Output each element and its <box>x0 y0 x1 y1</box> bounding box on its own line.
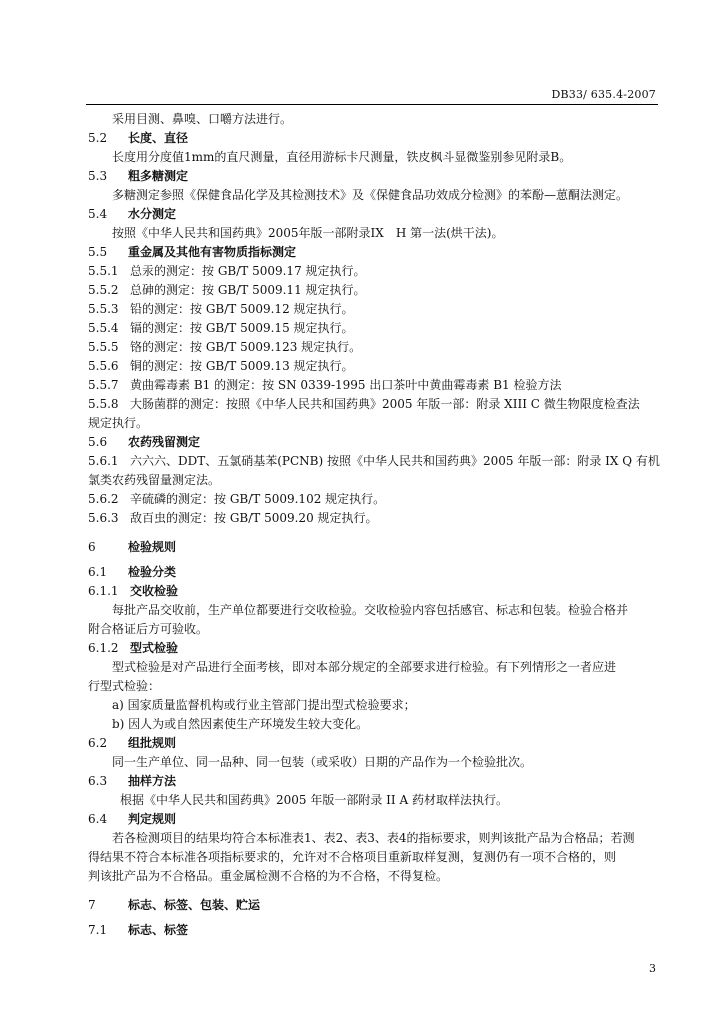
section-title: 组批规则 <box>128 736 177 750</box>
chapter-number: 7 <box>88 898 96 912</box>
document-code: DB33/ 635.4-2007 <box>551 88 656 101</box>
section-number: 6.2 <box>88 736 108 750</box>
section-title: 标志、标签 <box>128 923 189 937</box>
paragraph: 同一生产单位、同一品种、同一包装（或采收）日期的产品作为一个检验批次。 <box>112 755 533 769</box>
section-heading-6-1 <box>88 563 660 582</box>
section-number: 6.4 <box>88 812 108 826</box>
section-heading-6-2 <box>88 734 660 753</box>
clause-text: 大肠菌群的测定：按照《中华人民共和国药典》2005 年版一部：附录 XIII C 微生物限度检查法 <box>130 397 640 411</box>
section-title: 农药残留测定 <box>128 435 201 449</box>
page-number: 3 <box>649 962 656 975</box>
paragraph: 根据《中华人民共和国药典》2005 年版一部附录 II A 药材取样法执行。 <box>120 793 508 807</box>
clause-text: 黄曲霉毒素 B1 的测定：按 SN 0339-1995 出口茶叶中黄曲霉毒素 B1 检验方法 <box>130 378 562 392</box>
section-heading-5-6 <box>88 433 660 452</box>
paragraph: 采用目测、鼻嗅、口嚼方法进行。 <box>112 112 293 126</box>
clause-number: 5.6.1 <box>88 454 119 468</box>
clause-number: 5.5.1 <box>88 264 119 278</box>
clause-heading-6-1-1 <box>88 582 660 601</box>
clause-text: 六六六、DDT、五氯硝基苯(PCNB) 按照《中华人民共和国药典》2005 年版一部：附录 IX Q 有机 <box>130 454 660 468</box>
clause-number: 5.5.2 <box>88 283 119 297</box>
clause-continuation: 规定执行。 <box>88 416 149 430</box>
section-number: 7.1 <box>88 923 108 937</box>
section-number: 5.3 <box>88 169 108 183</box>
clause-5-5-2 <box>88 281 660 300</box>
paragraph: 长度用分度值1mm的直尺测量，直径用游标卡尺测量，铁皮枫斗显微鉴别参见附录B。 <box>112 150 572 164</box>
paragraph: 多糖测定参照《保健食品化学及其检测技术》及《保健食品功效成分检测》的苯酚—葸酮法测定。 <box>112 188 629 202</box>
section-heading-5-3 <box>88 167 660 186</box>
section-number: 5.6 <box>88 435 108 449</box>
clause-number: 5.5.6 <box>88 359 119 373</box>
paragraph: 若各检测项目的结果均符合本标准表1、表2、表3、表4的指标要求，则判该批产品为合格品；若测 <box>112 831 635 845</box>
clause-text: 总砷的测定：按 GB/T 5009.11 规定执行。 <box>130 283 366 297</box>
clause-5-6-2 <box>88 490 660 509</box>
clause-number: 5.5.7 <box>88 378 119 392</box>
clause-continuation: 氯类农药残留量测定法。 <box>88 473 221 487</box>
clause-title: 型式检验 <box>130 641 179 655</box>
section-title: 判定规则 <box>128 812 177 826</box>
list-item-a: a) 国家质量监督机构或行业主管部门提出型式检验要求； <box>112 698 416 712</box>
list-item-b: b) 因人为或自然因素使生产环境发生较大变化。 <box>112 717 369 731</box>
paragraph: 按照《中华人民共和国药典》2005年版一部附录IX H 第一法(烘干法)。 <box>112 226 504 240</box>
section-number: 5.2 <box>88 131 108 145</box>
clause-text: 铬的测定：按 GB/T 5009.123 规定执行。 <box>130 340 362 354</box>
section-number: 5.5 <box>88 245 108 259</box>
clause-number: 5.6.2 <box>88 492 119 506</box>
clause-number: 5.5.5 <box>88 340 119 354</box>
clause-text: 辛硫磷的测定：按 GB/T 5009.102 规定执行。 <box>130 492 386 506</box>
clause-5-5-5 <box>88 338 660 357</box>
document-body <box>88 110 660 940</box>
chapter-title: 检验规则 <box>128 540 177 554</box>
clause-5-5-1 <box>88 262 660 281</box>
paragraph-continuation: 行型式检验： <box>88 679 161 693</box>
clause-text: 敌百虫的测定：按 GB/T 5009.20 规定执行。 <box>130 511 378 525</box>
clause-number: 5.6.3 <box>88 511 119 525</box>
clause-5-5-4 <box>88 319 660 338</box>
chapter-title: 标志、标签、包装、贮运 <box>128 898 261 912</box>
section-heading-5-4 <box>88 205 660 224</box>
section-title: 检验分类 <box>128 565 177 579</box>
section-number: 6.3 <box>88 774 108 788</box>
section-title: 长度、直径 <box>128 131 189 145</box>
section-heading-5-5 <box>88 243 660 262</box>
clause-text: 铜的测定：按 GB/T 5009.13 规定执行。 <box>130 359 354 373</box>
paragraph: 每批产品交收前，生产单位都要进行交收检验。交收检验内容包括感官、标志和包装。检验合格并 <box>112 603 629 617</box>
chapter-heading-7 <box>88 896 660 915</box>
chapter-number: 6 <box>88 540 96 554</box>
clause-heading-6-1-2 <box>88 639 660 658</box>
clause-number: 5.5.4 <box>88 321 119 335</box>
clause-number: 6.1.1 <box>88 584 119 598</box>
section-number: 6.1 <box>88 565 108 579</box>
section-heading-5-2 <box>88 129 660 148</box>
clause-5-5-6 <box>88 357 660 376</box>
section-title: 粗多糖测定 <box>128 169 189 183</box>
clause-5-6-1 <box>88 452 660 471</box>
paragraph-continuation: 得结果不符合本标准各项指标要求的，允许对不合格项目重新取样复测，复测仍有一项不合格的，则 <box>88 850 617 864</box>
header-rule <box>86 104 658 105</box>
clause-title: 交收检验 <box>130 584 179 598</box>
clause-text: 铅的测定：按 GB/T 5009.12 规定执行。 <box>130 302 354 316</box>
clause-5-5-7 <box>88 376 660 395</box>
clause-5-5-8 <box>88 395 660 414</box>
section-title: 水分测定 <box>128 207 177 221</box>
paragraph-continuation: 附合格证后方可验收。 <box>88 622 209 636</box>
section-heading-6-4 <box>88 810 660 829</box>
section-title: 重金属及其他有害物质指标测定 <box>128 245 297 259</box>
clause-text: 总汞的测定：按 GB/T 5009.17 规定执行。 <box>130 264 366 278</box>
clause-5-5-3 <box>88 300 660 319</box>
section-heading-7-1 <box>88 921 660 940</box>
paragraph: 型式检验是对产品进行全面考核，即对本部分规定的全部要求进行检验。有下列情形之一者应进 <box>112 660 617 674</box>
section-title: 抽样方法 <box>128 774 177 788</box>
clause-number: 5.5.8 <box>88 397 119 411</box>
clause-number: 6.1.2 <box>88 641 119 655</box>
clause-text: 镉的测定：按 GB/T 5009.15 规定执行。 <box>130 321 354 335</box>
clause-5-6-3 <box>88 509 660 528</box>
chapter-heading-6 <box>88 538 660 557</box>
section-heading-6-3 <box>88 772 660 791</box>
section-number: 5.4 <box>88 207 108 221</box>
clause-number: 5.5.3 <box>88 302 119 316</box>
paragraph-continuation: 判该批产品为不合格品。重金属检测不合格的为不合格，不得复检。 <box>88 869 449 883</box>
